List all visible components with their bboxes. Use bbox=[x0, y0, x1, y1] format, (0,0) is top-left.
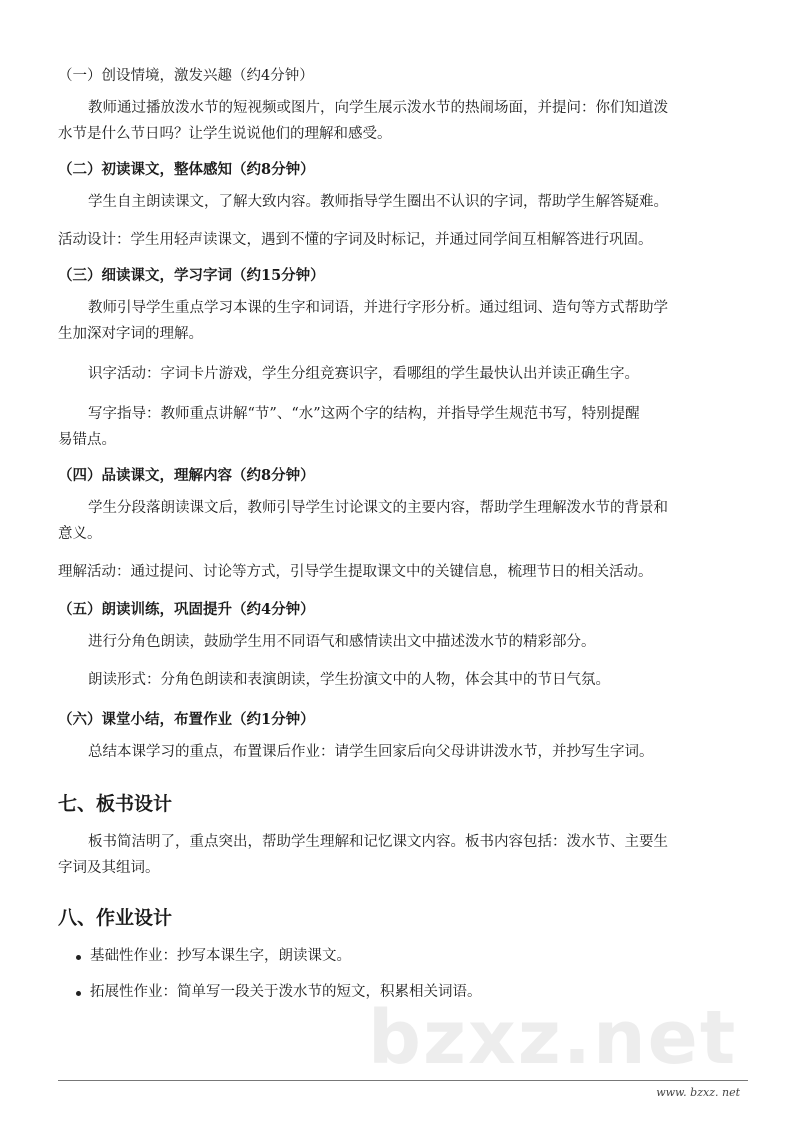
section-2-paragraph: 学生自主朗读课文，了解大致内容。教师指导学生圈出不认识的字词，帮助学生解答疑难。 bbox=[88, 194, 668, 210]
footer-url: www. bzxz. net bbox=[656, 1086, 740, 1099]
section-1-paragraph-cont: 水节是什么节日吗？让学生说说他们的理解和感受。 bbox=[58, 126, 392, 142]
section-3-literacy-activity: 识字活动：字词卡片游戏，学生分组竞赛识字，看哪组的学生最快认出并读正确生字。 bbox=[88, 366, 639, 382]
section-5-heading: （五）朗读训练，巩固提升（约4分钟） bbox=[58, 601, 315, 618]
bullet-icon bbox=[76, 955, 81, 960]
bullet-icon bbox=[76, 991, 81, 996]
section-5-paragraph: 进行分角色朗读，鼓励学生用不同语气和感情读出文中描述泼水节的精彩部分。 bbox=[88, 634, 596, 650]
homework-item-basic: 基础性作业：抄写本课生字，朗读课文。 bbox=[90, 948, 351, 964]
section-1-paragraph: 教师通过播放泼水节的短视频或图片，向学生展示泼水节的热闹场面，并提问：你们知道泼 bbox=[88, 100, 668, 116]
section-4-activity: 理解活动：通过提问、讨论等方式，引导学生提取课文中的关键信息，梳理节日的相关活动。 bbox=[58, 564, 653, 580]
section-1-heading: （一）创设情境，激发兴趣（约4分钟） bbox=[58, 68, 314, 84]
section-6-paragraph: 总结本课学习的重点，布置课后作业：请学生回家后向父母讲讲泼水节，并抄写生字词。 bbox=[88, 744, 654, 760]
watermark: bzxz.net bbox=[368, 995, 738, 1081]
section-7-heading: 七、板书设计 bbox=[58, 793, 173, 815]
section-4-paragraph: 学生分段落朗读课文后，教师引导学生讨论课文的主要内容，帮助学生理解泼水节的背景和 bbox=[88, 500, 668, 516]
section-3-writing-guide: 写字指导：教师重点讲解“节”、“水”这两个字的结构，并指导学生规范书写，特别提醒 bbox=[88, 406, 640, 422]
section-2-heading: （二）初读课文，整体感知（约8分钟） bbox=[58, 161, 315, 178]
section-4-paragraph-cont: 意义。 bbox=[58, 526, 102, 542]
homework-item-extended: 拓展性作业：简单写一段关于泼水节的短文，积累相关词语。 bbox=[90, 984, 482, 1000]
section-3-writing-guide-cont: 易错点。 bbox=[58, 432, 116, 448]
section-6-heading: （六）课堂小结，布置作业（约1分钟） bbox=[58, 711, 315, 728]
section-3-paragraph: 教师引导学生重点学习本课的生字和词语，并进行字形分析。通过组词、造句等方式帮助学 bbox=[88, 300, 668, 316]
section-3-paragraph-cont: 生加深对字词的理解。 bbox=[58, 326, 203, 342]
section-3-heading: （三）细读课文，学习字词（约15分钟） bbox=[58, 267, 325, 284]
section-2-activity: 活动设计：学生用轻声读课文，遇到不懂的字词及时标记，并通过同学间互相解答进行巩固。 bbox=[58, 232, 653, 248]
footer-divider bbox=[58, 1080, 748, 1081]
section-7-paragraph: 板书简洁明了，重点突出，帮助学生理解和记忆课文内容。板书内容包括：泼水节、主要生 bbox=[88, 834, 668, 850]
section-8-heading: 八、作业设计 bbox=[58, 907, 173, 929]
section-4-heading: （四）品读课文，理解内容（约8分钟） bbox=[58, 467, 315, 484]
section-7-paragraph-cont: 字词及其组词。 bbox=[58, 860, 160, 876]
section-5-reading-form: 朗读形式：分角色朗读和表演朗读，学生扮演文中的人物，体会其中的节日气氛。 bbox=[88, 672, 610, 688]
